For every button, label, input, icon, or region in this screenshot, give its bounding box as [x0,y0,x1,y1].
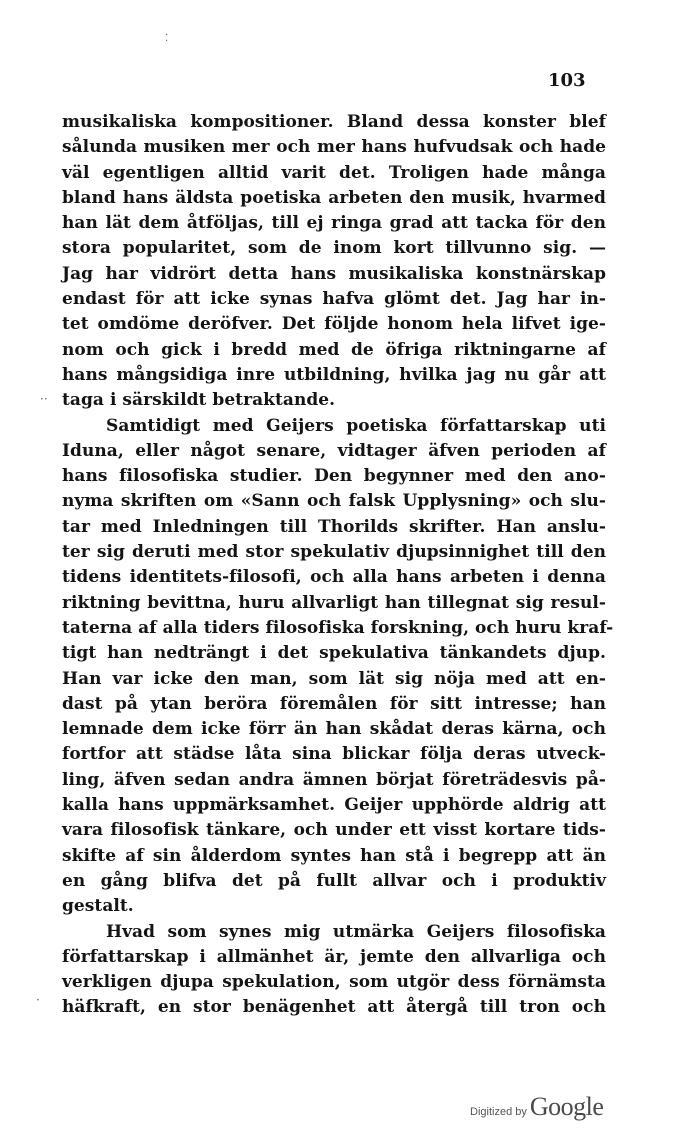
text-line: verkligen djupa spekulation, som utgör dess förnämsta [62,972,606,993]
text-line: ter sig deruti med stor spekulativ djupsinnighet till den [62,542,606,563]
text-line: Han var icke den man, som lät sig nöja med att en- [62,668,606,689]
text-line: väl egentligen alltid varit det. Troligen hade många [62,162,606,183]
text-line: bland hans äldsta poetiska arbeten den musik, hvarmed [62,187,606,208]
text-line: häfkraft, en stor benägenhet att återgå till tron och [62,997,606,1018]
text-line: Iduna, eller något senare, vidtager äfven perioden af [62,440,606,461]
text-line: dast på ytan beröra föremålen för sitt intresse; han [62,693,606,714]
text-line: nom och gick i bredd med de öfriga riktningarne af [62,339,606,360]
page-number: 103 [548,70,586,91]
text-line: riktning bevittna, huru allvarligt han tillegnat sig resul- [62,592,606,613]
text-line: tet omdöme deröfver. Det följde honom hela lifvet ige- [62,314,606,335]
text-line: han lät dem åtföljas, till ej ringa grad att tacka för den [62,213,606,234]
text-line: tidens identitets-filosofi, och alla hans arbeten i denna [62,567,606,588]
text-line-paragraph-end: taga i särskildt betraktande. [62,390,336,411]
paper-speck: ⁚ [165,33,169,44]
watermark-prefix: Digitized by [470,1106,527,1118]
text-line: hans filosofiska studier. Den begynner med den ano- [62,466,606,487]
text-line: musikaliska kompositioner. Bland dessa konster blef [62,112,606,132]
text-line: kalla hans uppmärksamhet. Geijer upphörde aldrig att [62,795,606,816]
text-line: vara filosofisk tänkare, och under ett visst kortare tids- [62,820,606,841]
text-line: författarskap i allmänhet är, jemte den allvarliga och [62,946,606,967]
text-line-paragraph-end: gestalt. [62,896,134,917]
margin-dot: · [36,993,40,1007]
text-line-paragraph-start: Samtidigt med Geijers poetiska författarskap uti [106,415,606,436]
text-line: hans mångsidiga inre utbildning, hvilka jag nu går att [62,364,606,385]
text-line: sålunda musiken mer och mer hans hufvudsak och hade [62,137,606,158]
body-text [62,110,614,1021]
text-line: Jag har vidrört detta hans musikaliska konstnärskap [62,263,606,284]
text-line: en gång blifva det på fullt allvar och i produktiv [62,870,606,891]
text-line: ling, äfven sedan andra ämnen börjat företrädesvis på- [62,769,606,790]
text-line-paragraph-start: Hvad som synes mig utmärka Geijers filosofiska [106,921,606,942]
text-line: stora popularitet, som de inom kort tillvunno sig. — [62,238,606,259]
text-line: fortfor att städse låta sina blickar följa deras utveck- [62,744,606,765]
digitization-watermark [470,1092,603,1122]
text-line: tigt han nedträngt i det spekulativa tänkandets djup. [62,643,606,664]
text-line: nyma skriften om «Sann och falsk Upplysning» och slu- [62,491,606,512]
google-logo: Google [529,1092,604,1121]
text-line: taterna af alla tiders filosofiska forskning, och huru kraf- [62,617,614,638]
margin-dots: ·· [40,392,48,406]
text-line: skifte af sin ålderdom syntes han stå i begrepp att än [62,845,606,866]
text-line: lemnade dem icke förr än han skådat deras kärna, och [62,719,606,740]
text-line: endast för att icke synas hafva glömt det. Jag har in- [62,289,606,310]
text-line: tar med Inledningen till Thorilds skrifter. Han anslu- [62,516,606,537]
